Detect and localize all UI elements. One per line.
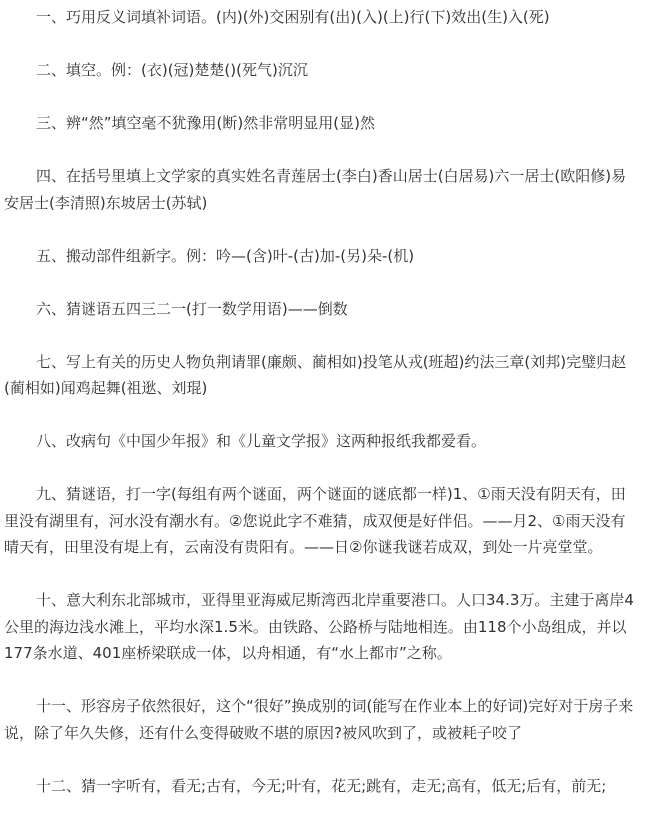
paragraph-6: 六、猜谜语五四三二一(打一数学用语)——倒数: [36, 299, 348, 318]
paragraph-gap: [4, 561, 634, 588]
paragraph-1: 一、巧用反义词填补词语。(内)(外)交困别有(出)(入)(上)行(下)效出(生)入(死): [36, 8, 550, 26]
paragraph-gap: [4, 269, 634, 296]
paragraph-12: 十二、猜一字听有，看无;古有，今无;叶有，花无;跳有，走无;高有，低无;后有，前无;: [36, 776, 607, 795]
paragraph-gap: [4, 216, 634, 243]
paragraph-gap: [4, 667, 634, 694]
paragraph-10: 十、意大利东北部城市，亚得里亚海威尼斯湾西北岸重要港口。人口34.3万。主建于离岸4公里的海边浅水滩上，平均水深1.5米。由铁路、公路桥与陆地相连。由118个小岛组成，并以177条水道、401座桥梁联成一体，以舟相通，有“水上都市”之称。: [4, 591, 634, 662]
paragraph-3: 三、辨“然”填空毫不犹豫用(断)然非常明显用(显)然: [36, 114, 375, 132]
paragraph-9: 九、猜谜语，打一字(每组有两个谜面，两个谜面的谜底都一样)1、①雨天没有阴天有，田里没有湖里有，河水没有潮水有。②您说此字不难猜，成双便是好伴侣。——月2、①雨天没有晴天有，田里没有堤上有，云南没有贵阳有。——日②你谜我谜若成双，到处一片亮堂堂。: [4, 485, 626, 556]
paragraph-gap: [4, 31, 634, 58]
paragraph-11: 十一、形容房子依然很好，这个“很好”换成别的词(能写在作业本上的好词)完好对于房子来说，除了年久失修，还有什么变得破败不堪的原因?被风吹到了，或被耗子咬了: [4, 697, 634, 742]
paragraph-gap: [4, 322, 634, 349]
paragraph-gap: [4, 84, 634, 111]
paragraph-gap: [4, 402, 634, 429]
paragraph-gap: [4, 137, 634, 164]
document-body: [4, 0, 634, 799]
paragraph-gap: [4, 455, 634, 482]
paragraph-8: 八、改病句《中国少年报》和《儿童文学报》这两种报纸我都爱看。: [36, 432, 487, 450]
paragraph-7: 七、写上有关的历史人物负荆请罪(廉颇、蔺相如)投笔从戎(班超)约法三章(刘邦)完璧归赵(蔺相如)闻鸡起舞(祖逖、刘琨): [4, 352, 627, 397]
paragraph-5: 五、搬动部件组新字。例：吟—(含)叶-(古)加-(另)朵-(机): [36, 246, 415, 265]
paragraph-gap: [4, 746, 634, 773]
paragraph-2: 二、填空。例：(衣)(冠)楚楚()(死气)沉沉: [36, 61, 308, 79]
paragraph-4: 四、在括号里填上文学家的真实姓名青莲居士(李白)香山居士(白居易)六一居士(欧阳修)易安居士(李清照)东坡居士(苏轼): [4, 167, 627, 212]
